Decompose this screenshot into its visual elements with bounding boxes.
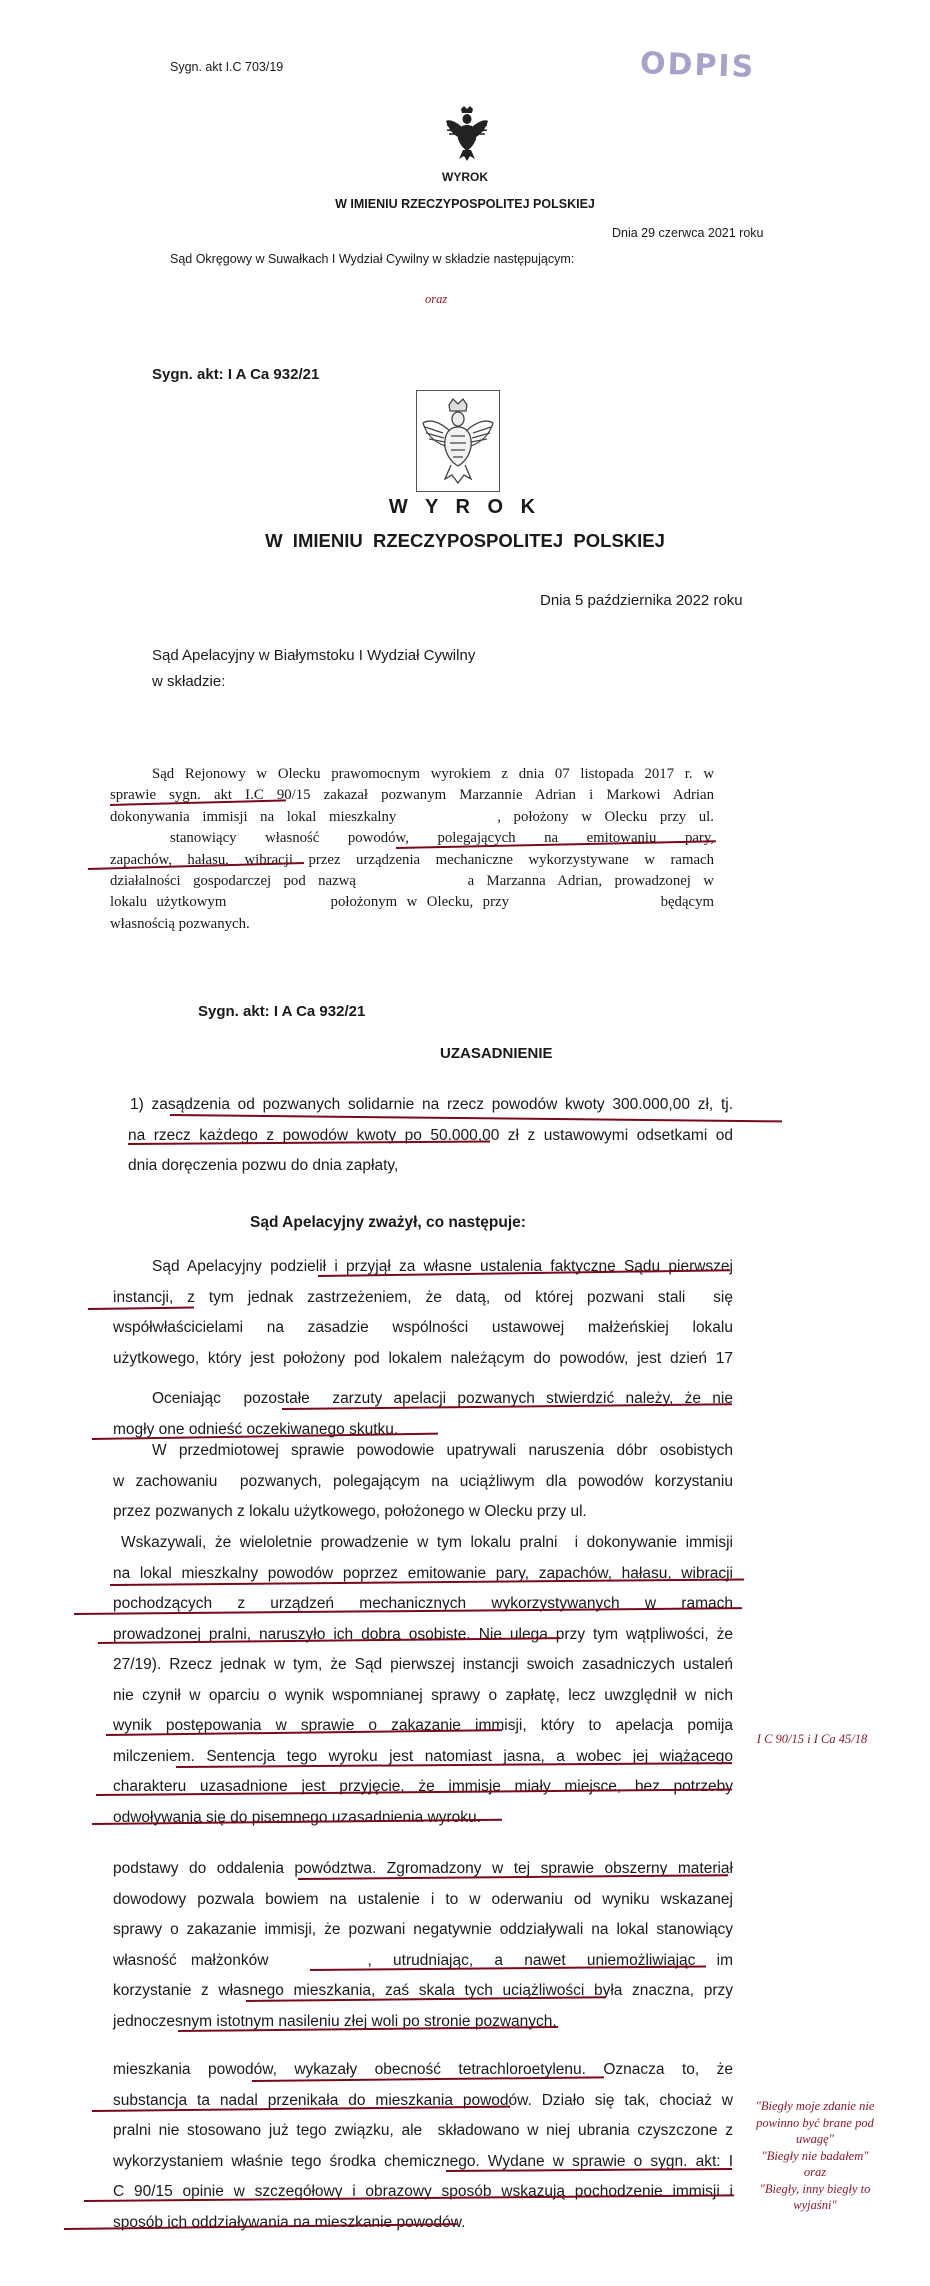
text-line: pochodzących z urządzeń mechanicznych wykorzystywanych w ramach: [113, 1595, 733, 1612]
text-line: 1) zasądzenia od pozwanych solidarnie na rzecz powodów kwoty 300.000,00 zł, tj.: [130, 1096, 733, 1113]
text-line: jednoczesnym istotnym nasileniu złej woli po stronie pozwanych.: [113, 2012, 557, 2030]
note-line: oraz: [803, 2165, 827, 2179]
doc2-court-line2: w składzie:: [152, 673, 226, 690]
doc1-subtitle: W IMIENIU RZECZYPOSPOLITEJ POLSKIEJ: [335, 197, 595, 211]
text-line: zapachów, hałasu, wibracji przez urządzenia mechaniczne wykorzystywane w ramach: [110, 851, 714, 868]
paragraph-3: [113, 1436, 733, 1528]
claim-paragraph: [128, 1090, 733, 1182]
text-line: Oceniając pozostałe zarzuty apelacji pozwanych stwierdzić należy, że nie: [152, 1390, 733, 1407]
text-line: sposób ich oddziaływania na mieszkanie powodów.: [113, 2213, 466, 2231]
doc2-date: Dnia 5 października 2022 roku: [540, 592, 743, 609]
odpis-stamp: ODPIS: [639, 46, 756, 85]
judgment-paragraph: [110, 764, 714, 935]
considered-heading: Sąd Apelacyjny zważył, co następuje:: [250, 1214, 526, 1231]
doc2-court-line1: Sąd Apelacyjny w Białymstoku I Wydział Cywilny: [152, 647, 476, 664]
doc2-title: W Y R O K: [388, 496, 542, 518]
text-line: własność małżonków , utrudniając, a nawet uniemożliwiając im: [113, 1951, 733, 1969]
text-line: wynik postępowania w sprawie o zakazanie immisji, który to apelacja pomija: [113, 1717, 733, 1734]
text-line: działalności gospodarczej pod nazwą a Marzanna Adrian, prowadzonej w: [110, 873, 714, 890]
polish-eagle-emblem-small-icon: [445, 105, 489, 163]
note-line: wyjaśni": [793, 2198, 837, 2212]
text-line: C 90/15 opinie w szczegółowy i obrazowy sposób wskazują pochodzenie immisji i: [113, 2183, 733, 2200]
text-line: na lokal mieszkalny powodów poprzez emitowanie pary, zapachów, hałasu, wibracji: [113, 1564, 733, 1582]
text-line: Wskazywali, że wieloletnie prowadzenie w tym lokalu pralni i dokonywanie immisji: [121, 1534, 733, 1551]
text-line: użytkowego, który jest położony pod lokalem należącym do powodów, jest dzień 17: [113, 1349, 733, 1367]
text-line: mogły one odnieść oczekiwanego skutku.: [113, 1420, 399, 1438]
doc2-subtitle: W IMIENIU RZECZYPOSPOLITEJ POLSKIEJ: [265, 530, 665, 551]
doc1-court: Sąd Okręgowy w Suwałkach I Wydział Cywilny w składzie następującym:: [170, 252, 575, 266]
margin-note-quote: [720, 2098, 910, 2214]
text-line: nie czynił w oparciu o wynik wspomnianej sprawy o zapłatę, lecz uwzględnił w nich: [113, 1686, 733, 1704]
text-line: instancji, z tym jednak zastrzeżeniem, że datą, od której pozwani stali się: [113, 1288, 733, 1306]
text-line: podstawy do oddalenia powództwa. Zgromadzony w tej sprawie obszerny materiał: [113, 1860, 733, 1877]
text-line: w zachowaniu pozwanych, polegającym na uciążliwym dla powodów korzystaniu: [113, 1472, 733, 1490]
doc1-oraz: oraz: [425, 292, 448, 306]
paragraph-4: [113, 1528, 733, 1650]
paragraph-7: [113, 2055, 733, 2238]
note-line: "Biegły nie badałem": [761, 2148, 869, 2163]
text-line: dokonywania immisji na lokal mieszkalny , położony w Olecku przy ul.: [110, 808, 714, 825]
text-line: korzystanie z własnego mieszkania, zaś skala tych uciążliwości była znaczna, przy: [113, 1982, 733, 1999]
text-line: mieszkania powodów, wykazały obecność tetrachloroetylenu. Oznacza to, że: [113, 2061, 733, 2078]
text-line: stanowiący własność powodów, polegających na emitowaniu pary,: [170, 830, 714, 847]
doc1-date: Dnia 29 czerwca 2021 roku: [612, 226, 764, 240]
text-line: własnością pozwanych.: [110, 915, 250, 932]
doc3-signature: Sygn. akt: I A Ca 932/21: [198, 1003, 366, 1020]
text-line: milczeniem. Sentencja tego wyroku jest natomiast jasna, a wobec jej wiążącego: [113, 1747, 733, 1765]
text-line: prowadzonej pralni, naruszyło ich dobra osobiste. Nie ulega przy tym wątpliwości, że: [113, 1625, 733, 1643]
text-line: Sąd Apelacyjny podzielił i przyjął za własne ustalenia faktyczne Sądu pierwszej: [152, 1258, 733, 1275]
text-line: wykorzystaniem właśnie tego środka chemicznego. Wydane w sprawie o sygn. akt: I: [113, 2152, 733, 2170]
note-line: "Biegły, inny biegły to: [759, 2181, 871, 2196]
note-line: powinno być brane pod: [756, 2115, 874, 2130]
text-line: sprawie sygn. akt I.C 90/15 zakazał pozwanym Marzannie Adrian i Markowi Adrian: [110, 787, 714, 804]
margin-note-case-ref: I C 90/15 i I Ca 45/18: [756, 1732, 868, 1746]
text-line: charakteru uzasadnione jest przyjęcie, że immisje miały miejsce, bez potrzeby: [113, 1778, 733, 1795]
text-line: Sąd Rejonowy w Olecku prawomocnym wyrokiem z dnia 07 listopada 2017 r. w: [152, 766, 714, 782]
paragraph-5: [113, 1650, 733, 1833]
text-line: sprawy o zakazanie immisji, że pozwani negatywnie oddziaływali na lokal stanowiący: [113, 1921, 733, 1938]
doc1-signature: Sygn. akt I.C 703/19: [170, 60, 284, 74]
paragraph-6: [113, 1854, 733, 2037]
text-line: na rzecz każdego z powodów kwoty po 50.000,00 zł z ustawowymi odsetkami od: [128, 1126, 733, 1144]
note-line: uwagę": [796, 2132, 834, 2146]
text-line: dnia doręczenia pozwu do dnia zapłaty,: [128, 1157, 399, 1174]
note-line: "Biegły moje zdanie nie: [755, 2099, 875, 2113]
text-line: lokalu użytkowym położonym w Olecku, przy będącym: [110, 894, 714, 911]
text-line: pralni nie stosowano już tego związku, ale składowano w niej ubrania czyszczone z: [113, 2122, 733, 2139]
text-line: dowodowy pozwala bowiem na ustalenie i to w oderwaniu od wyniku wskazanej: [113, 1890, 733, 1908]
doc2-signature: Sygn. akt: I A Ca 932/21: [152, 366, 320, 383]
text-line: substancja ta nadal przenikała do mieszkania powodów. Działo się tak, chociaż w: [113, 2091, 733, 2109]
text-line: współwłaścicielami na zasadzie wspólności ustawowej małżeńskiej lokalu: [113, 1319, 733, 1336]
text-line: przez pozwanych z lokalu użytkowego, położonego w Olecku przy ul.: [113, 1503, 587, 1520]
doc1-title: WYROK: [442, 170, 488, 184]
polish-eagle-emblem-large-icon: [416, 390, 500, 492]
text-line: 27/19). Rzecz jednak w tym, że Sąd pierwszej instancji swoich zasadniczych ustaleń: [113, 1656, 733, 1673]
text-line: odwoływania się do pisemnego uzasadnienia wyroku.: [113, 1808, 481, 1826]
text-line: W przedmiotowej sprawie powodowie upatrywali naruszenia dóbr osobistych: [152, 1442, 733, 1459]
doc3-heading: UZASADNIENIE: [440, 1045, 553, 1062]
